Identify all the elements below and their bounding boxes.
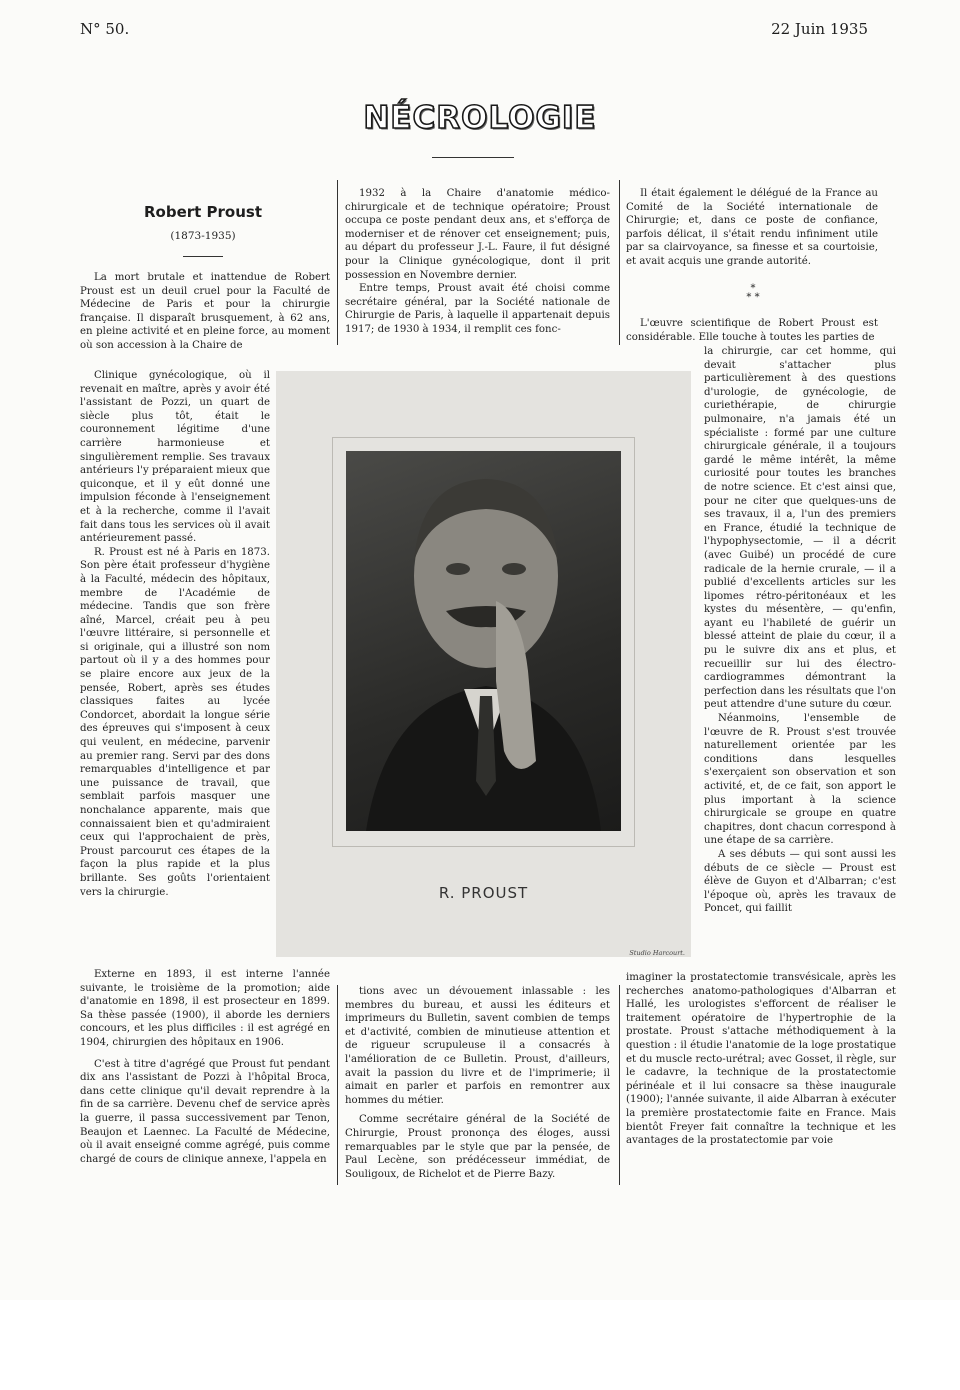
col3-wrap bbox=[704, 345, 896, 973]
col1-top bbox=[80, 271, 330, 369]
photo-caption: R. PROUST bbox=[438, 884, 529, 902]
paragraph: A ses débuts — qui sont aussi les débuts de ce siècle — Proust est élève de Guyon et d'Albarran; c'est l'époque où, après les travaux de Poncet, qui faillit bbox=[704, 848, 896, 915]
col2-bottom bbox=[345, 985, 610, 1185]
col3-intro bbox=[626, 317, 878, 347]
photo-credit: Studio Harcourt. bbox=[629, 949, 685, 957]
paragraph: Néanmoins, l'ensemble de l'œuvre de R. Proust s'est trouvée naturellement orientée par les conditions dans lesquelles s'exerçaient son observation et son activité, et, de ce fait, son apport le plus important à la science chirurgicale se groupe en quatre chapitres, dont chacun correspond à une étape de sa carrière. bbox=[704, 713, 896, 847]
portrait-photo bbox=[276, 371, 691, 957]
paragraph: Clinique gynécologique, où il revenait en maître, après y avoir été l'assistant de Pozzi, un quart de siècle plus tôt, était le couronnement légitime d'une carrière harmonieuse et singulièrement remplie. Ses travaux antérieurs l'y préparaient mieux que quiconque, et il y eût donné une impulsion féconde à l'enseignement et à la recherche, comme il l'avait fait dans tous les services où il avait antérieurement passé. bbox=[80, 370, 270, 545]
col1-bottom bbox=[80, 968, 330, 1184]
paragraph: La mort brutale et inattendue de Robert Proust est un deuil cruel pour la Faculté de Médecine de Paris et pour la chirurgie française. Il disparaît brusquement, à 62 ans, en pleine activité et en pleine force, au moment où son accession à la Chaire de bbox=[80, 272, 330, 351]
name-rule bbox=[183, 256, 223, 257]
portrait-image bbox=[346, 451, 621, 831]
col3-top bbox=[626, 187, 878, 279]
issue-number: N° 50. bbox=[80, 20, 130, 38]
portrait-figure bbox=[346, 451, 621, 831]
obituary-name: Robert Proust bbox=[143, 203, 263, 221]
paragraph: Entre temps, Proust avait été choisi comme secrétaire général, par la Société nationale de Chirurgie de Paris, à laquelle il appartenait depuis 1917; de 1930 à 1934, il remplit ces fonc- bbox=[345, 283, 610, 335]
paragraph: tions avec un dévouement inlassable : les membres du bureau, et aussi les éditeurs et imprimeurs du Bulletin, savent combien de temps et d'activité, combien de minutieuse attention et de rigueur scrupuleuse il a consacrés à l'amélioration de ce Bulletin. Proust, d'ailleurs, avait la passion du livre et de l'imprimerie; il aimait en parler et parfois en remontrer aux hommes du métier. bbox=[345, 986, 610, 1106]
paragraph: 1932 à la Chaire d'anatomie médico-chirurgicale et de technique opératoire; Proust occupa ce poste pendant deux ans, et s'efforça de moderniser et de rénover cet enseignement; puis, au départ du professeur J.-L. Faure, il fut désigné pour la Clinique gynécologique, dont il prit possession en Novembre dernier. bbox=[345, 188, 610, 281]
paragraph: R. Proust est né à Paris en 1873. Son père était professeur d'hygiène à la Faculté, médecin des hôpitaux, membre de l'Académie de médecine. Tandis que son frère aîné, Marcel, créait peu à peu l'œuvre littéraire, si personnelle et si originale, qui a illustré son nom partout où il y a des hommes pour se plaire encore aux jeux de la pensée, Robert, après ses études classiques faites au lycée Condorcet, abordait la longue série des épreuves qui s'imposent à ceux qui veulent, en médecine, parvenir au premier rang. Servi par des dons remarquables d'intelligence et par une puissance de travail, que semblait parfois masquer une nonchalance apparente, mais que connaissaient bien et qu'admiraient ceux qui l'approchaient de près, Proust parcourut ces étapes de la façon la plus rapide et la plus brillante. Ses goûts l'orientaient vers la chirurgie. bbox=[80, 546, 270, 898]
section-stars: * * * bbox=[746, 283, 760, 303]
column-divider bbox=[619, 985, 620, 1185]
page-title: NÉCROLOGIE bbox=[363, 100, 597, 136]
paragraph: la chirurgie, car cet homme, qui devait s'attacher plus particulièrement à des questions d'urologie, de gynécologie, de curiethérapie, de chirurgie pulmonaire, n'a jamais été un spécialiste : formé par une culture chirurgicale générale, il a toujours gardé le même intérêt, la même curiosité pour toutes les branches de notre science. Et c'est ainsi que, pour ne citer que quelques-uns de ses travaux, il a, l'un des premiers en France, étudié la technique de l'hypophysectomie, — il a décrit (avec Guibé) un procédé de cure radicale de la hernie crurale, — il a publié d'excellents articles sur les lipomes rétro-péritonéaux et les kystes du mésentère, — qu'enfin, ayant eu l'habileté de guérir un blessé atteint de plaie du cœur, il a pu le suivre dix ans et plus, et recueillir sur lui des électro-cardiogrammes démontrant la perfection dans les résultats que l'on peut attendre d'une suture du cœur. bbox=[704, 346, 896, 711]
paragraph: Externe en 1893, il est interne l'année suivante, le troisième de la promotion; aide d'anatomie en 1898, il est prosecteur en 1899. Sa thèse passée (1900), il aborde les derniers concours, et les plus difficiles : il est agrégé en 1904, chirurgien des hôpitaux en 1906. bbox=[80, 969, 330, 1048]
col2-top bbox=[345, 187, 610, 347]
issue-date: 22 Juin 1935 bbox=[771, 20, 868, 38]
title-rule bbox=[432, 157, 514, 158]
paragraph: C'est à titre d'agrégé que Proust fut pendant dix ans l'assistant de Pozzi à l'hôpital Broca, dans cette clinique qu'il devait reprendre à la fin de sa carrière. Devenu chef de service après la guerre, il passa successivement par Tenon, Beaujon et Laennec. La Faculté de Médecine, où il avait enseigné comme agrégé, puis comme chargé de cours de clinique annexe, l'appela en bbox=[80, 1058, 330, 1165]
column-divider bbox=[337, 180, 338, 345]
bottom-margin bbox=[0, 1300, 960, 1390]
column-divider bbox=[619, 180, 620, 345]
col3-bottom bbox=[626, 971, 896, 1184]
paragraph: L'œuvre scientifique de Robert Proust est considérable. Elle touche à toutes les parties de bbox=[626, 318, 878, 343]
obituary-years: (1873-1935) bbox=[170, 230, 236, 242]
paragraph: imaginer la prostatectomie transvésicale, après les recherches anatomo-pathologiques d'Albarran et Hallé, les urologistes s'efforcent de réaliser le traitement opératoire de l'hypertrophie de la prostate. Proust s'attache méthodiquement à la question : il étudie l'anatomie de la loge prostatique et du muscle recto-urétral; avec Gosset, il règle, sur le cadavre, la technique de la prostatectomie périnéale et il lui consacre sa thèse inaugurale (1900); l'année suivante, il aide Albarran à exécuter la première prostatectomie faite en France. Mais bientôt Freyer fait connaître la technique et les avantages de la prostatectomie par voie bbox=[626, 972, 896, 1147]
col1-wrap bbox=[80, 369, 270, 976]
column-divider bbox=[337, 985, 338, 1185]
paragraph: Comme secrétaire général de la Société de Chirurgie, Proust prononça des éloges, aussi remarquables par le style que par la pensée, de Paul Lecène, son prédécesseur immédiat, de Souligoux, de Richelot et de Pierre Bazy. bbox=[345, 1114, 610, 1180]
paragraph: Il était également le délégué de la France au Comité de la Société internationale de Chirurgie; et, dans ce poste de confiance, parfois délicat, il s'était rendu infiniment utile par sa clairvoyance, sa finesse et sa courtoisie, et avait acquis une grande autorité. bbox=[626, 188, 878, 267]
